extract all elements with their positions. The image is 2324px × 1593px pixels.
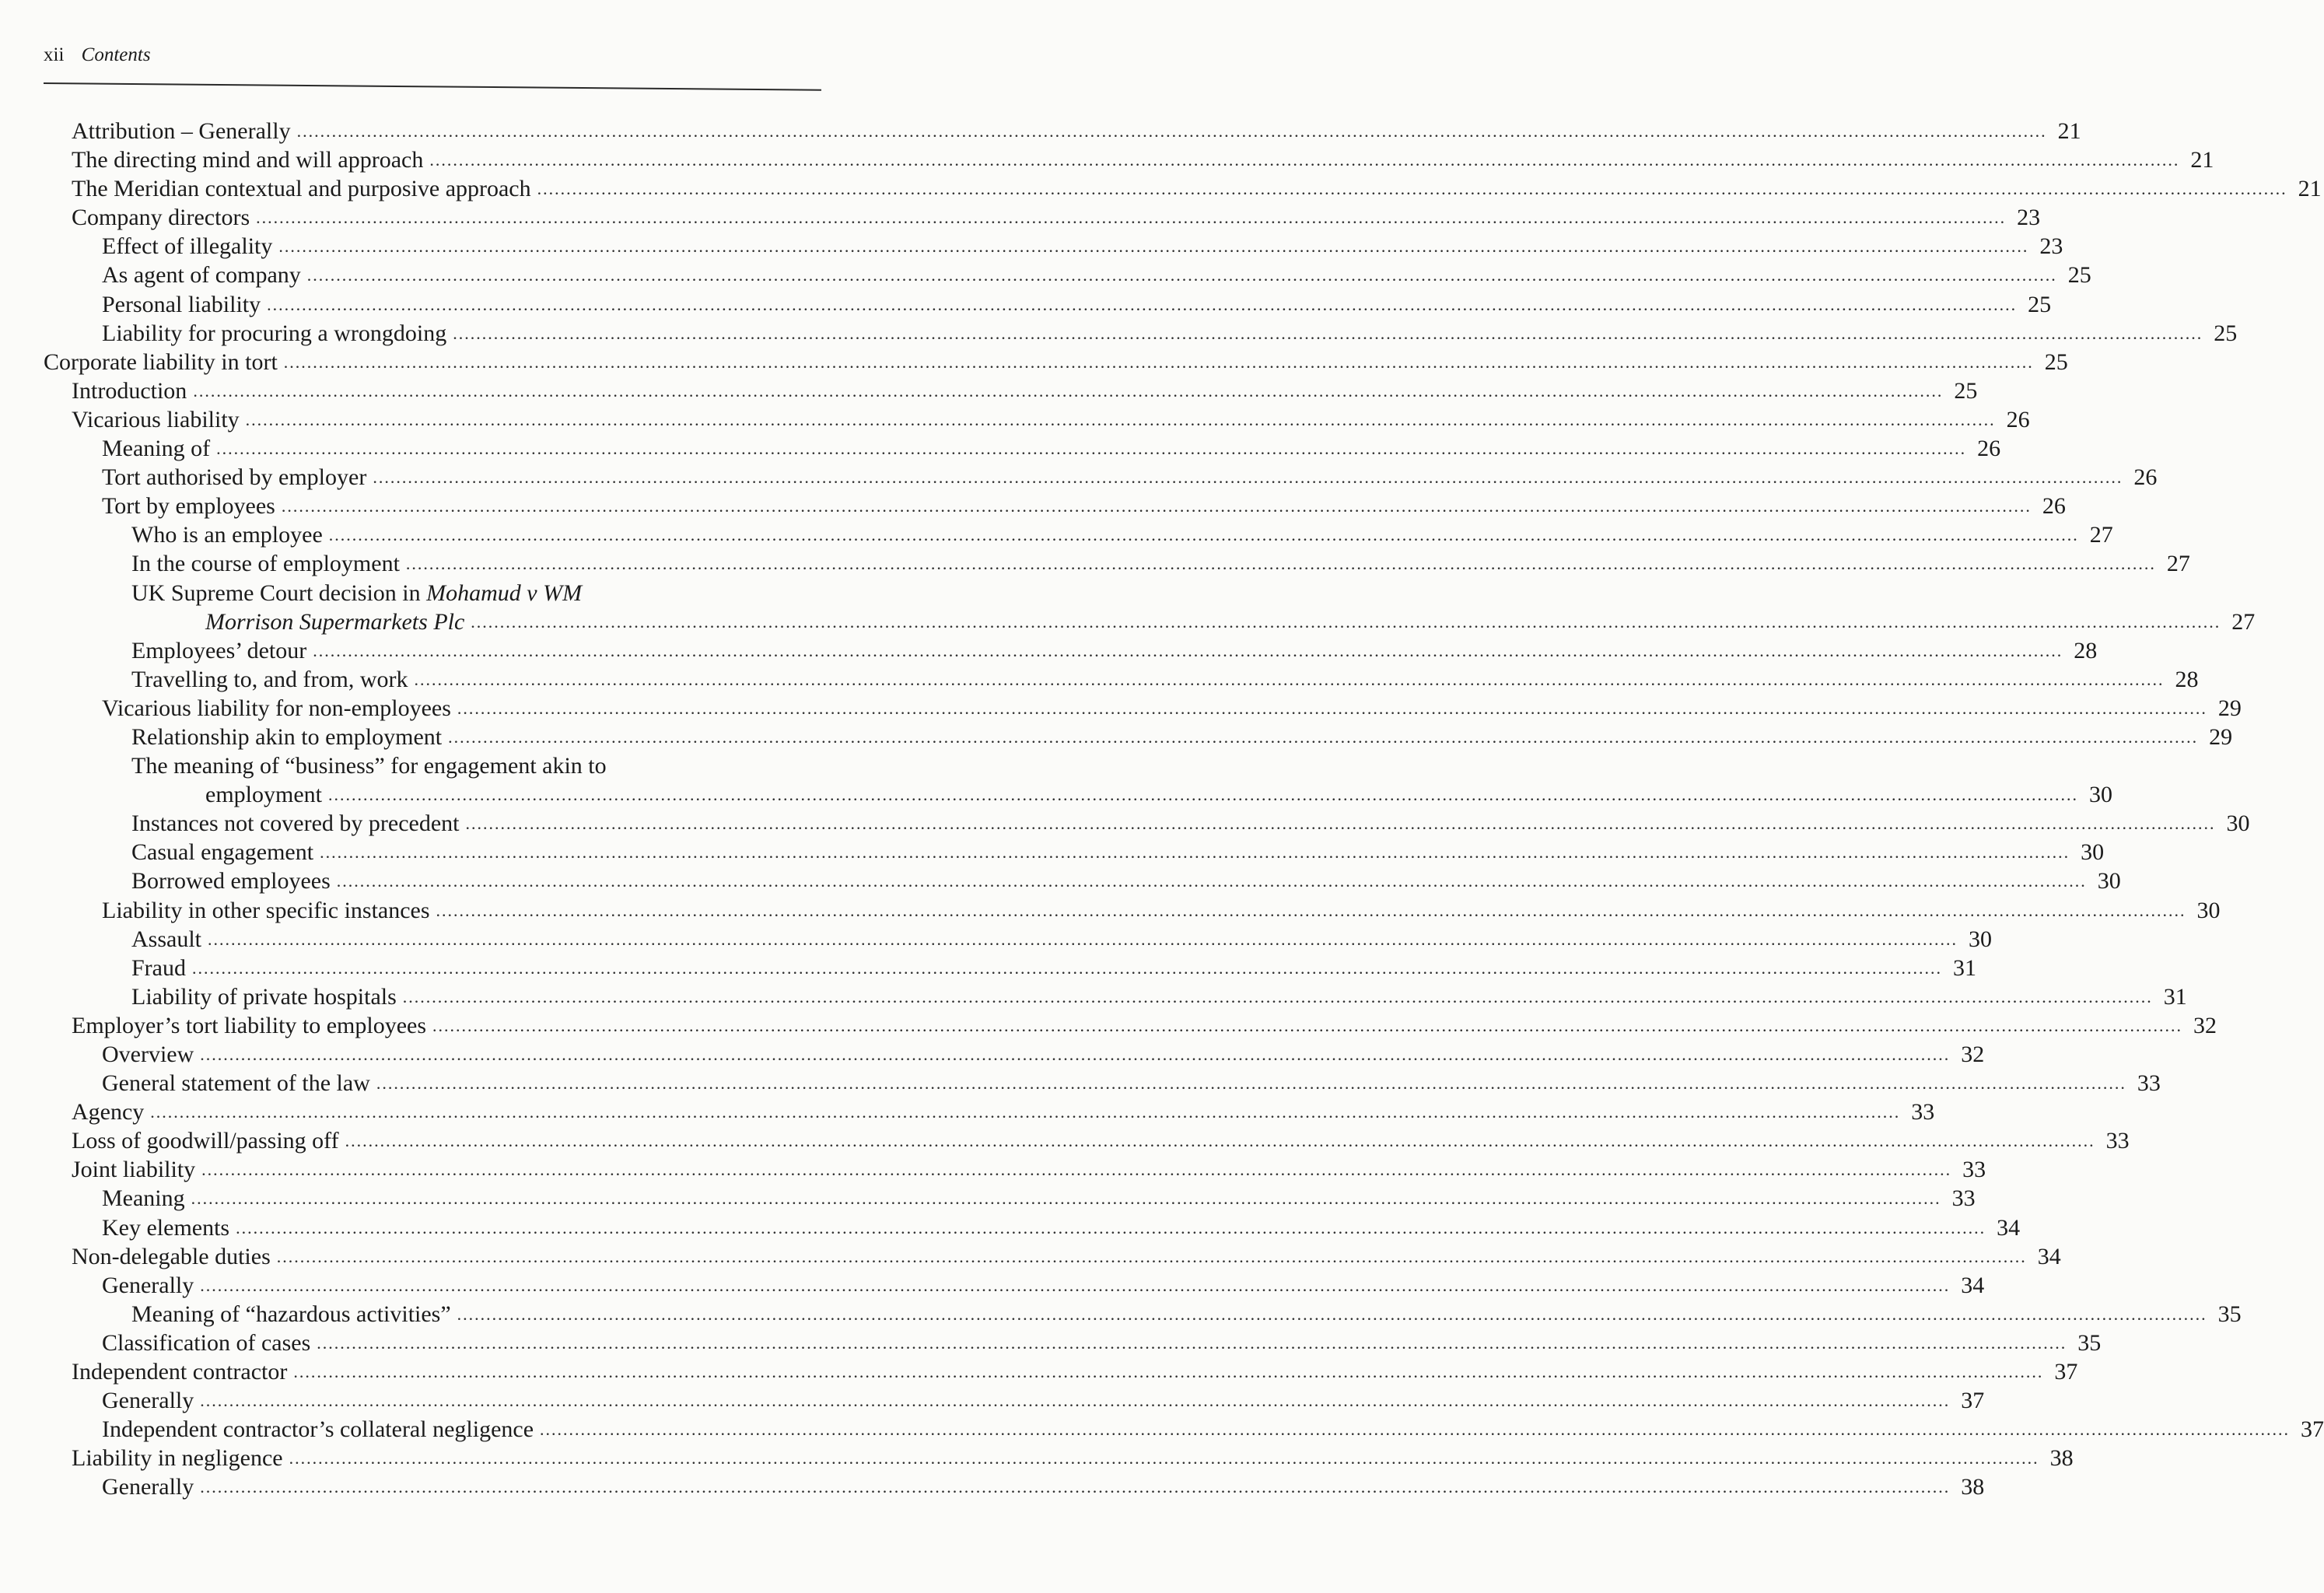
toc-entry-text: The directing mind and will approach <box>72 147 424 173</box>
dot-leader: ............................................................................................................................................................................................................................................................................................................ <box>448 726 2199 747</box>
toc-entry-text: Employees’ detour <box>131 637 307 663</box>
toc-entry-text: Introduction <box>72 377 187 404</box>
toc-entry <box>44 1472 1985 1501</box>
toc-entry-page: 33 <box>2105 1128 2130 1154</box>
toc-entry-text: Meaning of <box>102 436 211 462</box>
toc-entry-italic-text: Mohamud v WM <box>426 579 583 606</box>
toc-entry-page: 37 <box>1961 1388 1985 1414</box>
toc-entry-text: Who is an employee <box>131 522 323 548</box>
toc-entry <box>44 203 2041 232</box>
toc-entry-page: 38 <box>2049 1445 2074 1472</box>
toc-entry-text: Borrowed employees <box>131 868 331 895</box>
header-rule <box>44 82 821 91</box>
dot-leader: ............................................................................................................................................................................................................................................................................................................ <box>276 1246 2027 1266</box>
toc-entry-text: Loss of goodwill/passing off <box>72 1128 339 1154</box>
toc-entry-title <box>72 1098 144 1126</box>
toc-entry <box>44 896 2221 925</box>
toc-entry <box>44 579 826 607</box>
toc-entry-title <box>131 838 313 867</box>
toc-entry <box>44 1271 1985 1300</box>
toc-entry-text: General statement of the law <box>102 1070 370 1097</box>
toc-entry-text: Meaning <box>102 1185 185 1212</box>
toc-entry <box>44 780 2112 809</box>
toc-entry-title <box>131 1300 451 1329</box>
toc-entry-title <box>102 434 210 463</box>
toc-entry-text: Fraud <box>131 954 186 981</box>
toc-entry-page: 28 <box>2074 637 2098 663</box>
toc-entry-page: 26 <box>2133 464 2158 491</box>
toc-entry-title <box>102 694 451 723</box>
toc-entry-title <box>72 174 531 203</box>
toc-entry-title <box>102 463 366 492</box>
toc-entry-text: employment <box>205 782 322 808</box>
toc-entry <box>44 809 2250 838</box>
toc-entry-title <box>102 1329 310 1357</box>
toc-entry-title <box>102 1184 185 1213</box>
toc-entry-page: 26 <box>2042 493 2066 520</box>
toc-entry-text: In the course of employment <box>131 551 400 577</box>
toc-entry-text: Company directors <box>72 205 250 231</box>
toc-entry-text: Travelling to, and from, work <box>131 666 408 692</box>
dot-leader: ............................................................................................................................................................................................................................................................................................................ <box>313 640 2063 660</box>
dot-leader: ............................................................................................................................................................................................................................................................................................................ <box>414 669 2165 689</box>
toc-entry <box>44 434 2001 463</box>
toc-entry <box>44 1386 1985 1415</box>
toc-entry-title <box>72 1011 426 1040</box>
dot-leader: ............................................................................................................................................................................................................................................................................................................ <box>345 1131 2095 1151</box>
toc-entry-page: 30 <box>2097 868 2121 895</box>
toc-entry-title <box>131 809 459 838</box>
toc-entry-text: Generally <box>102 1272 194 1298</box>
toc-entry-title <box>72 1126 339 1155</box>
toc-entry-page: 38 <box>1961 1474 1985 1500</box>
toc-entry-text: Effect of illegality <box>102 233 273 260</box>
toc-entry-title <box>205 607 464 636</box>
toc-entry-title <box>102 261 301 289</box>
toc-entry-text: Employer’s tort liability to employees <box>72 1012 427 1038</box>
toc-entry-title <box>72 117 291 145</box>
toc-entry-text: The meaning of “business” for engagement akin to <box>131 753 607 779</box>
dot-leader: ............................................................................................................................................................................................................................................................................................................ <box>200 1045 1951 1064</box>
toc-entry-text: Instances not covered by precedent <box>131 811 460 837</box>
toc-entry <box>44 405 2030 434</box>
toc-entry-text: As agent of company <box>102 262 301 289</box>
toc-entry <box>44 838 2105 867</box>
dot-leader: ............................................................................................................................................................................................................................................................................................................ <box>208 929 1958 949</box>
toc-entry <box>44 376 1978 405</box>
toc-entry-text: Liability of private hospitals <box>131 983 397 1010</box>
dot-leader: ............................................................................................................................................................................................................................................................................................................ <box>306 265 2057 285</box>
toc-entry-page: 25 <box>1954 377 1978 404</box>
dot-leader: ............................................................................................................................................................................................................................................................................................................ <box>457 698 2207 718</box>
toc-entry-page: 25 <box>2067 262 2091 289</box>
toc-entry-title <box>131 520 323 549</box>
toc-entry-title <box>72 145 423 174</box>
toc-entry-title <box>102 319 446 348</box>
dot-leader: ............................................................................................................................................................................................................................................................................................................ <box>256 208 2007 228</box>
toc-entry-title <box>72 405 240 434</box>
dot-leader: ............................................................................................................................................................................................................................................................................................................ <box>200 1477 1951 1497</box>
toc-entry-page: 30 <box>2088 782 2112 808</box>
toc-entry-title <box>131 982 397 1011</box>
dot-leader: ............................................................................................................................................................................................................................................................................................................ <box>465 814 2216 834</box>
toc-entry <box>44 520 2113 549</box>
toc-entry <box>44 145 2214 174</box>
toc-entry-text: Overview <box>102 1042 194 1067</box>
toc-entry-page: 25 <box>2028 291 2052 317</box>
dot-leader: ............................................................................................................................................................................................................................................................................................................ <box>432 1015 2183 1035</box>
dot-leader: ............................................................................................................................................................................................................................................................................................................ <box>283 352 2034 372</box>
toc-entry-text: Meaning of “hazardous activities” <box>131 1301 451 1327</box>
toc-entry-title <box>102 1213 229 1242</box>
dot-leader: ............................................................................................................................................................................................................................................................................................................ <box>376 1073 2126 1094</box>
running-title: Contents <box>81 44 151 65</box>
dot-leader: ............................................................................................................................................................................................................................................................................................................ <box>320 842 2070 863</box>
toc-entry-page: 35 <box>2217 1301 2242 1327</box>
toc-entry-text: Non-delegable duties <box>72 1243 271 1269</box>
toc-entry-title <box>44 348 278 376</box>
toc-entry <box>44 1126 2130 1155</box>
toc-entry-title <box>205 780 322 809</box>
toc-entry-text: Generally <box>102 1474 194 1500</box>
dot-leader: ............................................................................................................................................................................................................................................................................................................ <box>150 1102 1901 1122</box>
toc-entry-title <box>131 751 607 780</box>
toc-entry-page: 34 <box>2037 1243 2061 1269</box>
dot-leader: ............................................................................................................................................................................................................................................................................................................ <box>328 525 2079 545</box>
toc-entry-title <box>102 1069 370 1098</box>
toc-entry <box>44 1155 1986 1184</box>
toc-entry-text: Tort by employees <box>102 493 275 520</box>
toc-entry <box>44 1098 1935 1126</box>
toc-entry-text: The Meridian contextual and purposive approach <box>72 176 531 202</box>
dot-leader: ............................................................................................................................................................................................................................................................................................................ <box>436 900 2186 920</box>
toc-entry <box>44 319 2238 348</box>
toc-entry <box>44 492 2066 520</box>
toc-entry <box>44 174 2322 203</box>
toc-entry-page: 32 <box>2193 1012 2217 1038</box>
toc-entry-page: 33 <box>1951 1185 1976 1212</box>
toc-entry-page: 25 <box>2044 348 2068 375</box>
toc-entry-title <box>131 636 306 665</box>
toc-entry-page: 30 <box>2226 811 2250 837</box>
toc-entry-page: 32 <box>1961 1042 1985 1067</box>
toc-entry-title <box>131 867 331 895</box>
toc-entry-title <box>72 1155 195 1184</box>
toc-entry-page: 37 <box>2301 1416 2324 1443</box>
toc-entry-page: 31 <box>2163 983 2187 1010</box>
toc-entry-italic-text: Morrison Supermarkets Plc <box>205 608 465 635</box>
toc-entry <box>44 348 2068 376</box>
toc-entry-text: Joint liability <box>72 1157 196 1183</box>
dot-leader: ............................................................................................................................................................................................................................................................................................................ <box>457 1304 2207 1324</box>
dot-leader: ............................................................................................................................................................................................................................................................................................................ <box>453 323 2203 343</box>
toc-entry <box>44 925 1992 954</box>
toc-entry-title <box>102 492 275 520</box>
toc-entry <box>44 1184 1976 1213</box>
toc-entry-page: 30 <box>2196 897 2221 923</box>
toc-entry-page: 34 <box>1961 1272 1985 1298</box>
toc-entry-page: 29 <box>2217 695 2242 721</box>
toc-entry-page: 26 <box>1977 436 2001 462</box>
toc-entry-page: 30 <box>2081 839 2105 866</box>
running-header <box>44 44 151 67</box>
toc-entry <box>44 1329 2102 1357</box>
toc-entry-title <box>72 1444 283 1472</box>
toc-entry-title <box>102 1472 194 1501</box>
dot-leader: ............................................................................................................................................................................................................................................................................................................ <box>402 986 2153 1007</box>
dot-leader: ............................................................................................................................................................................................................................................................................................................ <box>200 1275 1951 1295</box>
dot-leader: ............................................................................................................................................................................................................................................................................................................ <box>537 179 2287 199</box>
dot-leader: ............................................................................................................................................................................................................................................................................................................ <box>281 496 2032 516</box>
dot-leader: ............................................................................................................................................................................................................................................................................................................ <box>216 439 1967 459</box>
toc-entry <box>44 1444 2074 1472</box>
toc-entry <box>44 1242 2061 1271</box>
toc-entry-page: 23 <box>2017 205 2041 231</box>
toc-entry-title <box>102 1415 534 1444</box>
toc-entry-text: Liability in other specific instances <box>102 897 430 923</box>
toc-entry-title <box>72 1242 271 1271</box>
toc-entry <box>44 232 2063 261</box>
page-number: xii <box>44 44 65 65</box>
toc-entry-text: Generally <box>102 1388 194 1414</box>
toc-entry-page: 33 <box>1962 1157 1986 1183</box>
toc-entry-text: Casual engagement <box>131 839 314 866</box>
toc-entry-text: UK Supreme Court decision in <box>131 579 427 606</box>
toc-entry-text: Tort authorised by employer <box>102 464 367 491</box>
toc-entry <box>44 463 2158 492</box>
dot-leader: ............................................................................................................................................................................................................................................................................................................ <box>191 1189 1941 1209</box>
toc-entry-title <box>72 203 250 232</box>
toc-entry <box>44 117 2081 145</box>
toc-entry-text: Agency <box>72 1099 145 1126</box>
toc-entry <box>44 636 2098 665</box>
toc-entry-page: 23 <box>2039 233 2063 260</box>
dot-leader: ............................................................................................................................................................................................................................................................................................................ <box>405 554 2156 574</box>
toc-entry-title <box>102 1040 194 1069</box>
toc-entry-title <box>131 665 408 694</box>
toc-entry-page: 30 <box>1969 926 1992 952</box>
dot-leader: ............................................................................................................................................................................................................................................................................................................ <box>293 1362 2044 1382</box>
toc-entry-page: 26 <box>2006 406 2030 432</box>
toc-entry <box>44 694 2242 723</box>
toc-entry-text: Independent contractor’s collateral negligence <box>102 1416 534 1443</box>
toc-entry-title <box>131 925 201 954</box>
toc-entry-page: 33 <box>1911 1099 1935 1126</box>
dot-leader: ............................................................................................................................................................................................................................................................................................................ <box>278 236 2029 257</box>
toc-entry <box>44 549 2190 578</box>
toc-entry <box>44 1213 2021 1242</box>
toc-entry <box>44 1011 2217 1040</box>
toc-entry-page: 29 <box>2209 723 2233 750</box>
toc-entry-title <box>102 290 261 319</box>
toc-entry-title <box>102 1386 194 1415</box>
dot-leader: ............................................................................................................................................................................................................................................................................................................ <box>429 150 2180 170</box>
toc-entry-text: Vicarious liability for non-employees <box>102 695 451 721</box>
toc-entry-page: 27 <box>2166 551 2190 577</box>
dot-leader: ............................................................................................................................................................................................................................................................................................................ <box>236 1217 1986 1238</box>
toc-entry <box>44 607 2256 636</box>
toc-entry-text: Corporate liability in tort <box>44 348 278 375</box>
toc-entry <box>44 954 1976 982</box>
toc-entry <box>44 1357 2078 1386</box>
toc-entry-text: Vicarious liability <box>72 406 240 432</box>
toc-entry-text: Key elements <box>102 1214 230 1241</box>
toc-entry <box>44 751 826 780</box>
toc-entry <box>44 867 2121 895</box>
toc-entry-page: 35 <box>2077 1329 2102 1356</box>
dot-leader: ............................................................................................................................................................................................................................................................................................................ <box>296 121 2047 141</box>
toc-entry-title <box>102 1271 194 1300</box>
toc-entry-title <box>72 1357 287 1386</box>
toc-entry-page: 21 <box>2298 176 2322 202</box>
toc-entry-page: 27 <box>2231 608 2256 635</box>
dot-leader: ............................................................................................................................................................................................................................................................................................................ <box>201 1160 1952 1180</box>
toc-entry-text: Liability in negligence <box>72 1445 283 1472</box>
dot-leader: ............................................................................................................................................................................................................................................................................................................ <box>373 467 2123 488</box>
toc-entry-title <box>131 579 582 607</box>
toc-entry-title <box>102 896 430 925</box>
toc-entry <box>44 982 2187 1011</box>
toc-entry <box>44 1069 2161 1098</box>
toc-entry-page: 33 <box>2137 1070 2161 1097</box>
toc-entry <box>44 665 2199 694</box>
dot-leader: ............................................................................................................................................................................................................................................................................................................ <box>471 611 2221 632</box>
toc-entry-text: Personal liability <box>102 291 261 317</box>
toc-entry-text: Relationship akin to employment <box>131 723 443 750</box>
toc-entry <box>44 1040 1985 1069</box>
dot-leader: ............................................................................................................................................................................................................................................................................................................ <box>192 958 1942 978</box>
dot-leader: ............................................................................................................................................................................................................................................................................................................ <box>289 1448 2039 1469</box>
toc-entry-title <box>131 954 186 982</box>
dot-leader: ............................................................................................................................................................................................................................................................................................................ <box>540 1420 2291 1440</box>
toc-entry-text: Classification of cases <box>102 1329 311 1356</box>
toc-entry-title <box>131 549 400 578</box>
dot-leader: ............................................................................................................................................................................................................................................................................................................ <box>267 294 2018 314</box>
toc-entry-title <box>102 232 272 261</box>
toc-entry-page: 28 <box>2175 666 2199 692</box>
dot-leader: ............................................................................................................................................................................................................................................................................................................ <box>317 1332 2067 1353</box>
dot-leader: ............................................................................................................................................................................................................................................................................................................ <box>336 871 2087 891</box>
toc-entry-text: Liability for procuring a wrongdoing <box>102 320 447 346</box>
toc-entry-text: Attribution – Generally <box>72 118 291 144</box>
dot-leader: ............................................................................................................................................................................................................................................................................................................ <box>327 785 2078 805</box>
toc-entry <box>44 290 2052 319</box>
toc-entry <box>44 723 2233 751</box>
toc-entry-text: Assault <box>131 926 201 952</box>
dot-leader: ............................................................................................................................................................................................................................................................................................................ <box>193 380 1944 401</box>
toc-entry <box>44 1300 2242 1329</box>
toc-entry-page: 21 <box>2190 147 2214 173</box>
table-of-contents <box>44 117 2324 1502</box>
toc-entry-page: 37 <box>2054 1359 2078 1385</box>
dot-leader: ............................................................................................................................................................................................................................................................................................................ <box>245 409 1996 429</box>
toc-entry-page: 25 <box>2214 320 2238 346</box>
dot-leader: ............................................................................................................................................................................................................................................................................................................ <box>200 1391 1951 1411</box>
toc-entry-page: 27 <box>2089 522 2113 548</box>
toc-entry-page: 21 <box>2057 118 2081 144</box>
toc-entry <box>44 1415 2324 1444</box>
toc-entry <box>44 261 2091 289</box>
toc-entry-title <box>131 723 442 751</box>
toc-entry-page: 34 <box>1997 1214 2021 1241</box>
toc-entry-page: 31 <box>1953 954 1976 981</box>
toc-entry-title <box>72 376 187 405</box>
toc-entry-text: Independent contractor <box>72 1359 288 1385</box>
